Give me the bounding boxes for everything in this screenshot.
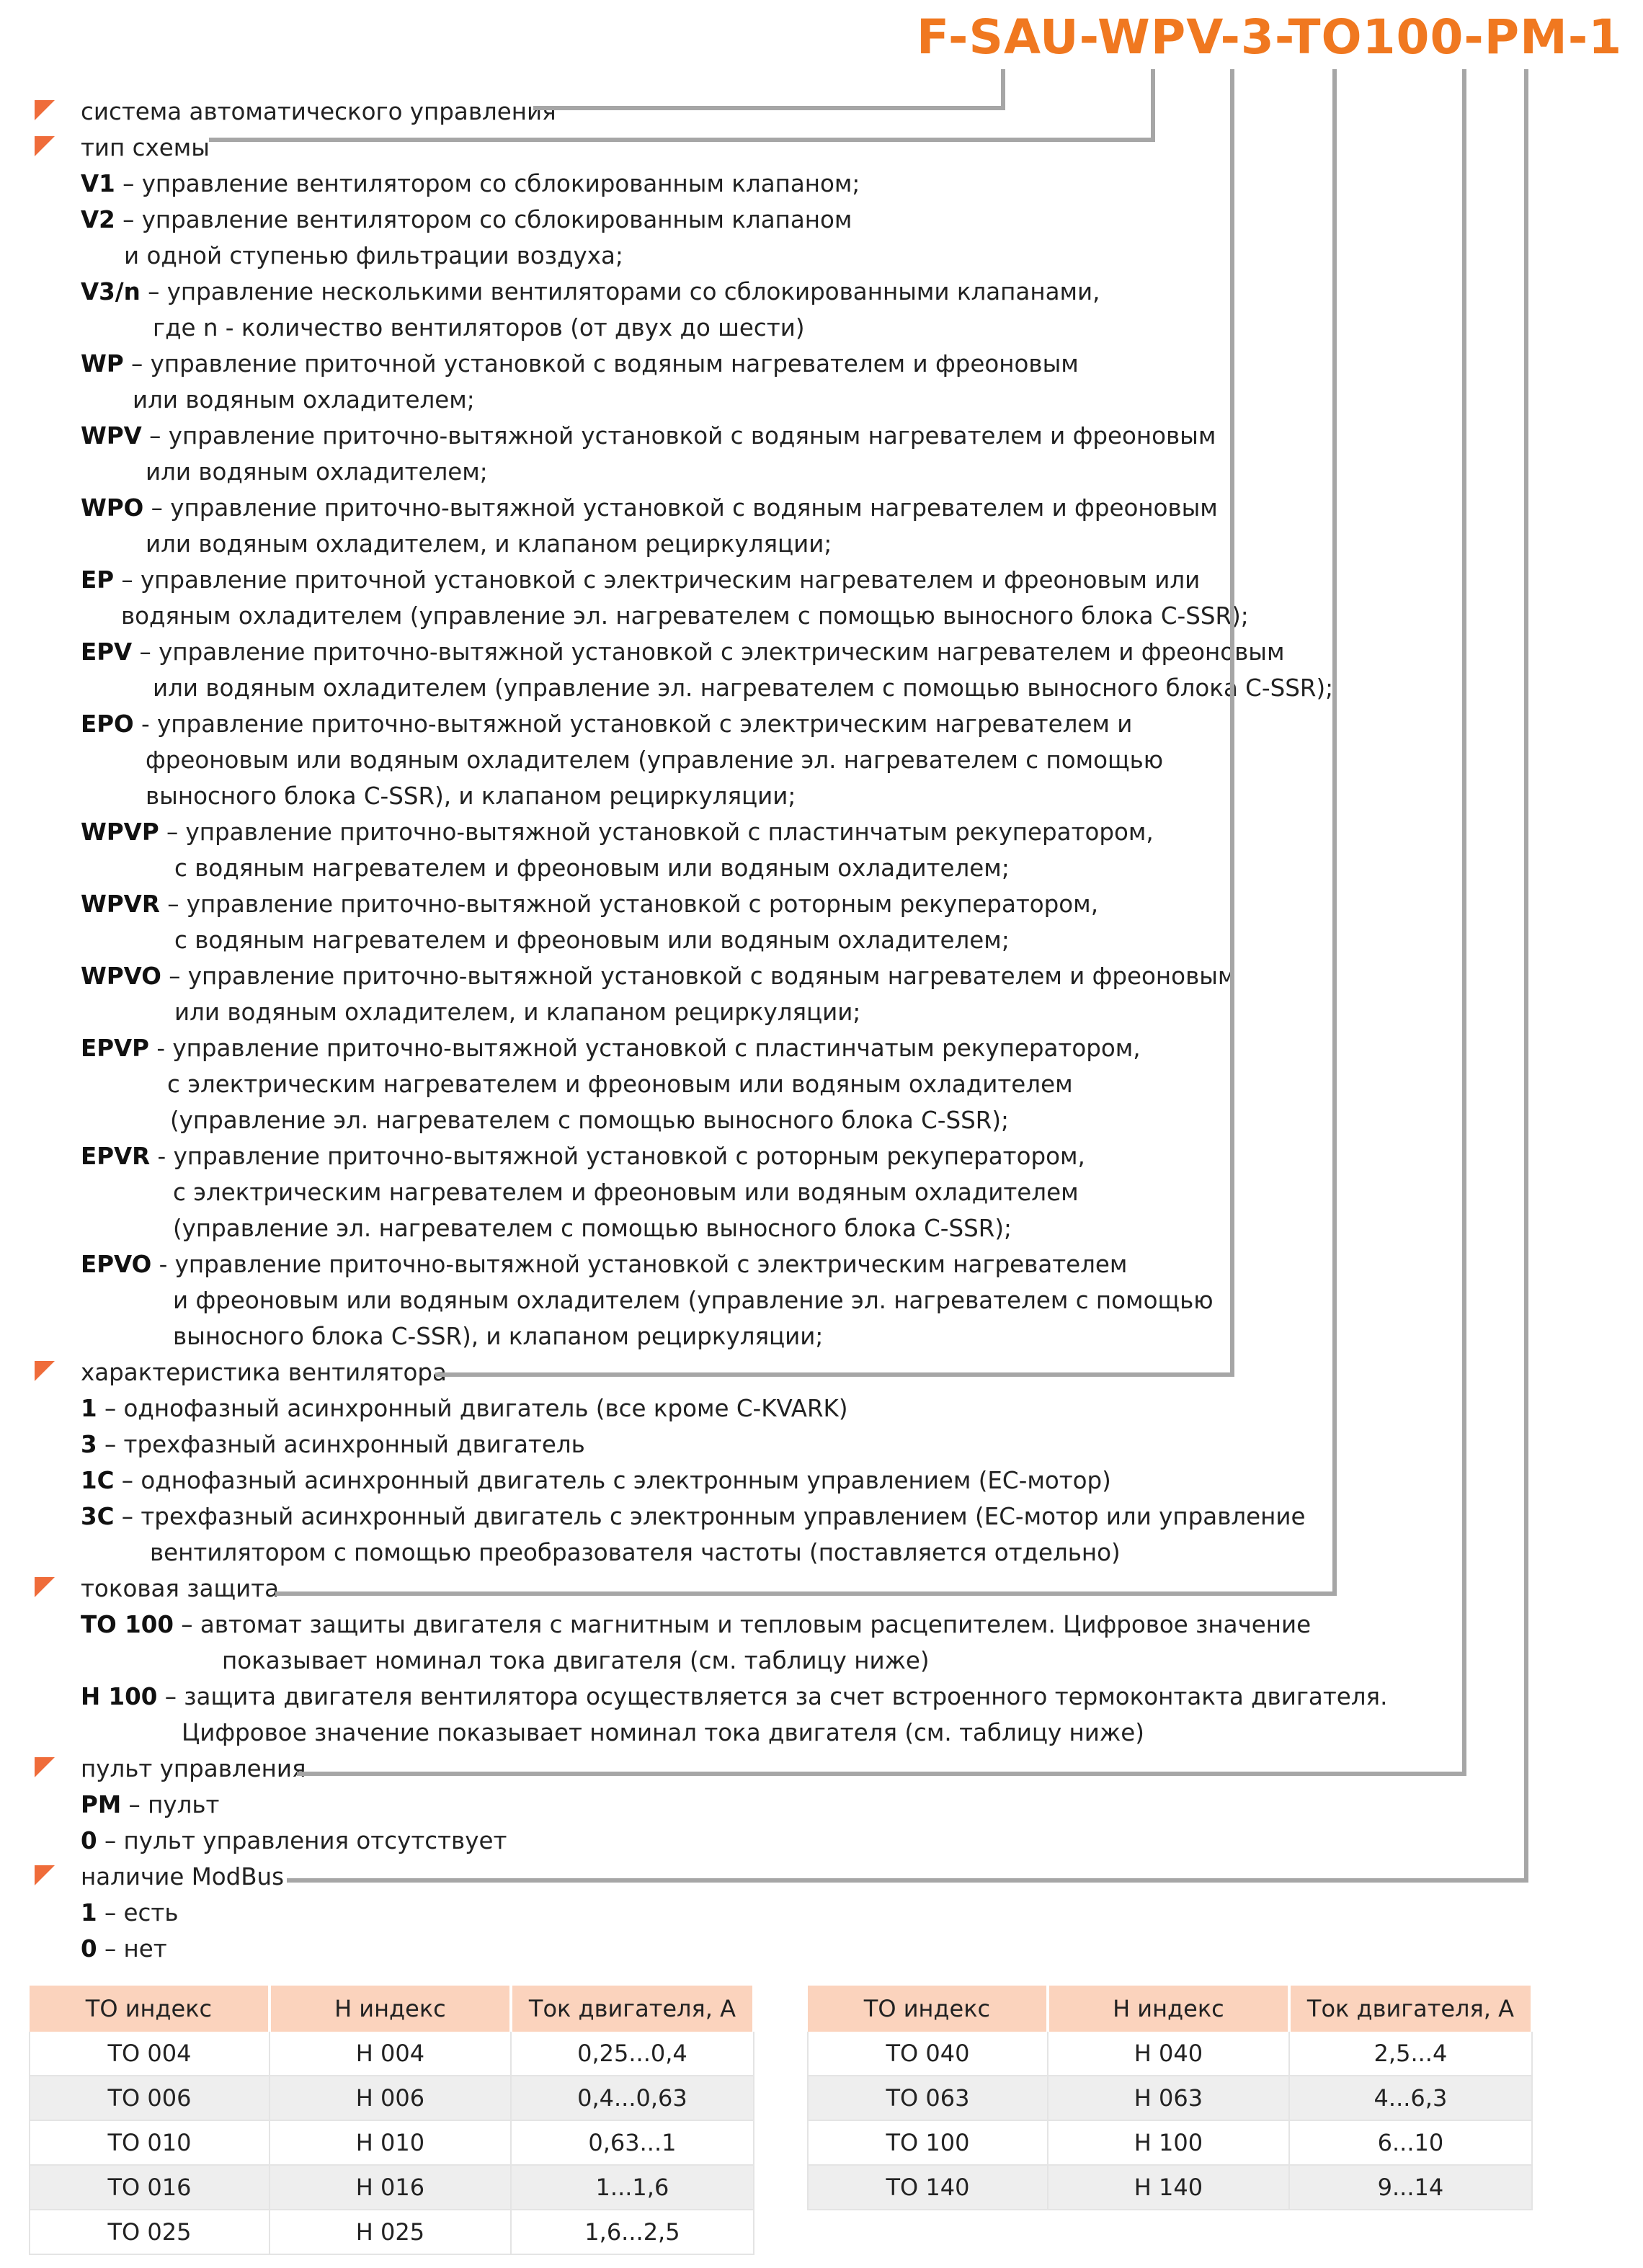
table-cell: ТО 004 <box>30 2032 270 2076</box>
option-text: – есть <box>97 1899 179 1927</box>
table-cell: 1,6...2,5 <box>511 2210 754 2254</box>
option-key: EP <box>81 566 115 594</box>
table-cell: 0,25...0,4 <box>511 2032 754 2076</box>
option-key: V3/n <box>81 278 141 305</box>
table-cell: ТО 040 <box>808 2032 1048 2076</box>
option-text: - управление приточно-вытяжной установкой с электрическим нагревателем <box>151 1251 1128 1278</box>
option-key: 0 <box>81 1935 97 1963</box>
option-continuation: вентилятором с помощью преобразователя частоты (поставляется отдельно) <box>150 1539 1121 1566</box>
product-code: F-SAU-WPV-3-TO100-PM-1 <box>917 9 1623 65</box>
option-text: – пульт <box>121 1791 220 1818</box>
connector-modbus <box>287 69 1526 1880</box>
option-continuation: показывает номинал тока двигателя (см. таблицу ниже) <box>222 1647 930 1674</box>
table-cell: ТО 006 <box>30 2076 270 2120</box>
option-text: - управление приточно-вытяжной установкой с электрическим нагревателем и <box>133 710 1133 738</box>
table-cell: Н 016 <box>270 2165 511 2210</box>
option-key: V2 <box>81 206 115 233</box>
col-h-index: Н индекс <box>1048 1986 1289 2032</box>
section-label: система автоматического управления <box>81 98 556 125</box>
table-row <box>808 2032 1532 2076</box>
table-row <box>808 2165 1532 2210</box>
option-key: WPVP <box>81 818 159 846</box>
option-key: 3C <box>81 1503 115 1530</box>
option-continuation: Цифровое значение показывает номинал тока двигателя (см. таблицу ниже) <box>182 1719 1144 1746</box>
table-cell: Н 006 <box>270 2076 511 2120</box>
col-current: Ток двигателя, А <box>511 1986 754 2032</box>
option-key: H 100 <box>81 1683 158 1710</box>
col-current: Ток двигателя, А <box>1289 1986 1532 2032</box>
option-continuation: или водяным охладителем, и клапаном рециркуляции; <box>146 530 832 558</box>
option-text: – защита двигателя вентилятора осуществляется за счет встроенного термоконтакта двигателя. <box>157 1683 1388 1710</box>
option-continuation: (управление эл. нагревателем с помощью выносного блока C-SSR); <box>170 1107 1009 1134</box>
option-text: – управление приточной установкой с электрическим нагревателем и фреоновым или <box>114 566 1201 594</box>
table-cell: Н 140 <box>1048 2165 1289 2210</box>
table-cell: ТО 063 <box>808 2076 1048 2120</box>
option-key: EPVP <box>81 1035 149 1062</box>
option-continuation: или водяным охладителем, и клапаном рециркуляции; <box>174 999 861 1026</box>
table-cell: 9...14 <box>1289 2165 1532 2210</box>
option-key: WPO <box>81 494 144 522</box>
option-key: WPVO <box>81 963 161 990</box>
table-cell: 1...1,6 <box>511 2165 754 2210</box>
option-key: 0 <box>81 1827 97 1854</box>
col-h-index: Н индекс <box>270 1986 511 2032</box>
option-text: – управление приточно-вытяжной установкой с пластинчатым рекуператором, <box>159 818 1154 846</box>
connector-fan <box>435 69 1232 1375</box>
option-text: – управление приточно-вытяжной установкой с водяным нагревателем и фреоновым <box>143 494 1218 522</box>
option-key: EPO <box>81 710 134 738</box>
connector-protection <box>275 69 1335 1594</box>
col-to-index: ТО индекс <box>30 1986 270 2032</box>
table-row <box>808 2120 1532 2165</box>
table-cell: 0,63...1 <box>511 2120 754 2165</box>
table-cell: Н 040 <box>1048 2032 1289 2076</box>
option-text: – трехфазный асинхронный двигатель с электронным управлением (EC-мотор или управление <box>114 1503 1306 1530</box>
option-text: – управление приточно-вытяжной установкой с электрическим нагревателем и фреоновым <box>132 638 1285 666</box>
section-label: токовая защита <box>81 1575 280 1602</box>
table-row <box>30 2076 754 2120</box>
option-text: – нет <box>97 1935 167 1963</box>
option-text: – управление приточно-вытяжной установкой с роторным рекуператором, <box>159 890 1099 918</box>
table-row <box>808 2076 1532 2120</box>
option-text: – автомат защиты двигателя с магнитным и тепловым расцепителем. Цифровое значение <box>173 1611 1312 1638</box>
option-key: TO 100 <box>81 1611 174 1638</box>
section-label: тип схемы <box>81 134 210 161</box>
table-cell: ТО 016 <box>30 2165 270 2210</box>
table-cell: 0,4...0,63 <box>511 2076 754 2120</box>
table-cell: Н 010 <box>270 2120 511 2165</box>
option-continuation: с водяным нагревателем и фреоновым или водяным охладителем; <box>174 927 1010 954</box>
option-text: – управление приточной установкой с водяным нагревателем и фреоновым <box>123 350 1079 378</box>
option-text: - управление приточно-вытяжной установкой с роторным рекуператором, <box>150 1143 1085 1170</box>
table-row <box>30 2165 754 2210</box>
option-key: 1 <box>81 1395 97 1422</box>
option-text: - управление приточно-вытяжной установкой с пластинчатым рекуператором, <box>149 1035 1141 1062</box>
option-continuation: с водяным нагревателем и фреоновым или водяным охладителем; <box>174 854 1010 882</box>
option-text: – управление вентилятором со сблокированным клапаном; <box>115 170 860 197</box>
table-cell: 2,5...4 <box>1289 2032 1532 2076</box>
option-continuation: или водяным охладителем; <box>146 458 488 486</box>
option-continuation: с электрическим нагревателем и фреоновым или водяным охладителем <box>173 1179 1079 1206</box>
option-text: – управление приточно-вытяжной установкой с водяным нагревателем и фреоновым <box>141 422 1216 450</box>
table-cell: Н 100 <box>1048 2120 1289 2165</box>
option-text: – управление несколькими вентиляторами со сблокированными клапанами, <box>140 278 1100 305</box>
option-continuation: (управление эл. нагревателем с помощью выносного блока C-SSR); <box>173 1215 1012 1242</box>
table-cell: ТО 025 <box>30 2210 270 2254</box>
option-key: EPVR <box>81 1143 151 1170</box>
table-row <box>30 2032 754 2076</box>
option-continuation: где n - количество вентиляторов (от двух до шести) <box>153 314 805 341</box>
option-key: EPV <box>81 638 133 666</box>
table-cell: Н 004 <box>270 2032 511 2076</box>
option-text: – управление приточно-вытяжной установкой с водяным нагревателем и фреоновым <box>161 963 1236 990</box>
option-continuation: водяным охладителем (управление эл. нагревателем с помощью выносного блока C-SSR); <box>121 602 1249 630</box>
option-continuation: и одной ступенью фильтрации воздуха; <box>124 242 623 269</box>
section-label: характеристика вентилятора <box>81 1359 447 1386</box>
option-text: – пульт управления отсутствует <box>97 1827 507 1854</box>
option-key: WPVR <box>81 890 160 918</box>
option-continuation: с электрическим нагревателем и фреоновым или водяным охладителем <box>167 1071 1073 1098</box>
table-cell: Н 025 <box>270 2210 511 2254</box>
option-continuation: фреоновым или водяным охладителем (управление эл. нагревателем с помощью <box>146 746 1164 774</box>
option-continuation: выносного блока C-SSR), и клапаном рециркуляции; <box>173 1323 824 1350</box>
table-cell: ТО 140 <box>808 2165 1048 2210</box>
table-cell: ТО 100 <box>808 2120 1048 2165</box>
option-continuation: выносного блока C-SSR), и клапаном рециркуляции; <box>146 782 796 810</box>
option-continuation: или водяным охладителем; <box>133 386 475 414</box>
option-text: – трехфазный асинхронный двигатель <box>97 1431 585 1458</box>
option-key: 1C <box>81 1467 115 1494</box>
option-continuation: или водяным охладителем (управление эл. нагревателем с помощью выносного блока C-SSR); <box>153 674 1334 702</box>
option-continuation: и фреоновым или водяным охладителем (управление эл. нагревателем с помощью <box>173 1287 1214 1314</box>
option-key: WPV <box>81 422 142 450</box>
option-text: – однофазный асинхронный двигатель с электронным управлением (EC-мотор) <box>114 1467 1111 1494</box>
table-cell: 6...10 <box>1289 2120 1532 2165</box>
section-label: наличие ModBus <box>81 1863 285 1890</box>
option-key: WP <box>81 350 124 378</box>
col-to-index: ТО индекс <box>808 1986 1048 2032</box>
table-row <box>30 2210 754 2254</box>
option-text: – управление вентилятором со сблокированным клапаном <box>115 206 852 233</box>
connector-scheme <box>209 69 1153 140</box>
table-cell: 4...6,3 <box>1289 2076 1532 2120</box>
table-row <box>30 2120 754 2165</box>
option-key: 3 <box>81 1431 97 1458</box>
option-key: 1 <box>81 1899 97 1927</box>
option-key: PM <box>81 1791 122 1818</box>
connector-sau <box>533 69 1003 108</box>
section-label: пульт управления <box>81 1755 306 1782</box>
option-key: EPVO <box>81 1251 152 1278</box>
option-text: – однофазный асинхронный двигатель (все кроме C-KVARK) <box>97 1395 848 1422</box>
current-table-right <box>807 1986 1533 2210</box>
option-key: V1 <box>81 170 115 197</box>
table-cell: Н 063 <box>1048 2076 1289 2120</box>
current-table-left <box>29 1986 755 2255</box>
connector-remote <box>297 69 1464 1774</box>
table-cell: ТО 010 <box>30 2120 270 2165</box>
